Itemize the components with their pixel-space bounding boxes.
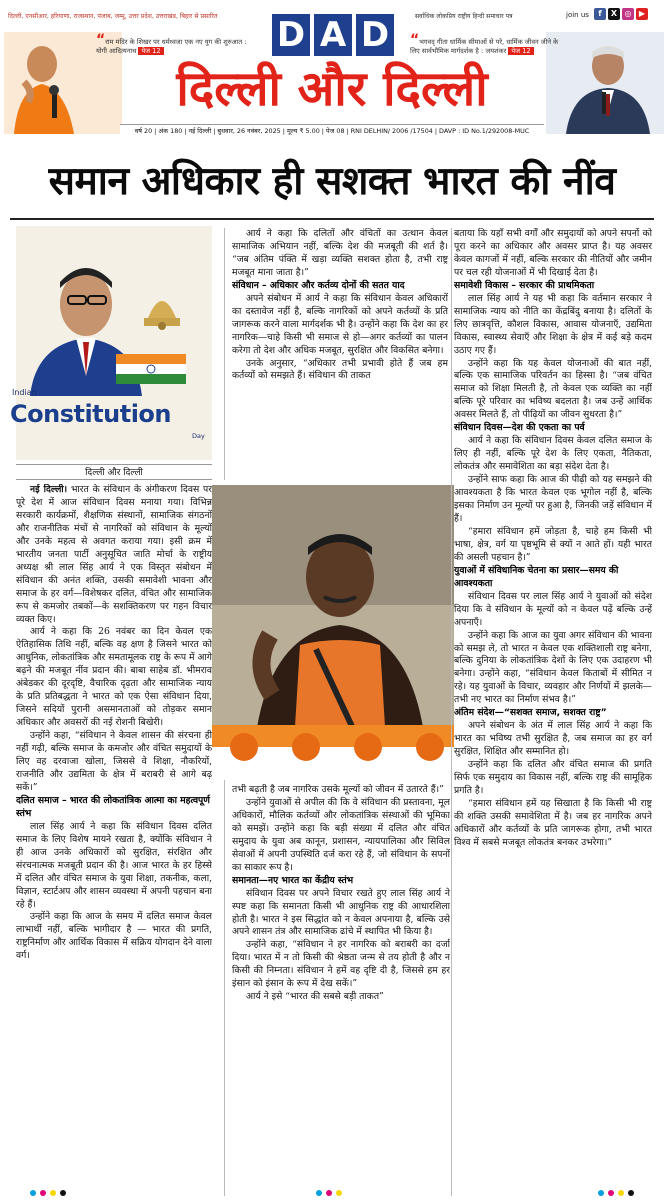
registration-dot [50, 1190, 56, 1196]
registration-dot [40, 1190, 46, 1196]
join-us-label: join us [566, 11, 589, 19]
instagram-icon[interactable]: ◎ [622, 8, 634, 20]
paragraph: “हमारा संविधान हमें यह सिखाता है कि किसी भी राष्ट्र की शक्ति उसकी समावेशिता में है। जब हर नागरिक अपने अधिकारों और कर्तव्यों के प्रति जागरूक होगा, तभी भारत विश्व में सबसे मजबूत लोकतंत्र बनकर उभरेगा।” [454, 797, 652, 848]
paragraph: आर्य ने कहा कि संविधान दिवस केवल दलित समाज के लिए ही नहीं, बल्कि पूरे देश के लिए एकता, नैतिकता, लोकतंत्र और समावेशिता का बड़ा संदेश देता है। [454, 435, 652, 473]
paragraph: लाल सिंह आर्य ने यह भी कहा कि वर्तमान सरकार ने सामाजिक न्याय को नीति का केंद्रबिंदु बनाया है। दलितों के लिए छात्रवृत्ति, कौशल विकास, आवास योजनाएँ, उद्यमिता विकास, स्वास्थ्य सेवाएँ और शिक्षा के क्षेत्र में कई बड़े कदम उठाए गए हैं। [454, 292, 652, 356]
paragraph: उन्होंने युवाओं से अपील की कि वे संविधान की प्रस्तावना, मूल अधिकारों, मौलिक कर्तव्यों और लोकतांत्रिक संस्थाओं की भूमिका को समझें। उन्होंने कहा कि बड़ी संख्या में दलित और वंचित समुदाय के युवा अब कानून, प्रशासन, न्यायपालिका और सिविल सेवाओं में अपनी उपस्थिति दर्ज करा रहे हैं, जो संविधान के सपनों का साकार रूप है। [232, 796, 450, 873]
subheading: समावेशी विकास – सरकार की प्राथमिकता [454, 279, 595, 291]
left-quote-page[interactable]: पेज 12 [138, 47, 163, 55]
constitution-day-label: Day [192, 432, 205, 440]
facebook-icon[interactable]: f [594, 8, 606, 20]
right-quote-page[interactable]: पेज 12 [508, 47, 533, 55]
right-quote-text: भगवद् गीता धार्मिक सीमाओं से परे, धार्मिक जीवन जीने के लिए सार्वभौमिक मार्गदर्शक है : जयशंकर [410, 38, 559, 55]
registration-dot [618, 1190, 624, 1196]
paragraph: उन्होंने कहा कि आज के समय में दलित समाज केवल लाभार्थी नहीं, बल्कि भागीदार है — भारत की प्रगति, राष्ट्रनिर्माण और आर्थिक विकास में सक्रिय योगदान देने वाला वर्ग। [16, 911, 212, 962]
article-column-1 [16, 484, 212, 1198]
paragraph: उनके अनुसार, “अधिकार तभी प्रभावी होते हैं जब हम कर्तव्यों को समझते हैं। संविधान की ताकत [232, 357, 448, 382]
tagline: सर्वाधिक लोकप्रिय राष्ट्रीय हिन्दी समाचार पत्र [415, 13, 513, 20]
registration-dot [598, 1190, 604, 1196]
paragraph: संविधान दिवस पर अपने विचार रखते हुए लाल सिंह आर्य ने स्पष्ट कहा कि समानता किसी भी आधुनिक राष्ट्र की आधारशिला होती है। भारत ने इस सिद्धांत को न केवल अपनाया है, बल्कि उसे अपने शासन तंत्र और सामाजिक ढांचे में स्थापित भी किया है। [232, 887, 450, 938]
byline-credit: दिल्ली और दिल्ली [16, 464, 212, 480]
subheading: समानता—नए भारत का केंद्रीय स्तंभ [232, 874, 354, 886]
paragraph: आर्य ने कहा कि 26 नवंबर का दिन केवल एक ऐतिहासिक तिथि नहीं, बल्कि वह क्षण है जिसने भारत को आधुनिक, लोकतांत्रिक और समतामूलक राष्ट्र के रूप में आगे बढ़ने की मजबूत नींव प्रदान की। बाबा साहेब डॉ. भीमराव अंबेडकर की दूरदृष्टि, वैचारिक दृढ़ता और सामाजिक न्याय के प्रति प्रतिबद्धता ने भारत को एक ऐसा संविधान दिया, जिसने सदियों पुरानी असमानताओं को तोड़कर समान अधिकार और अवसरों की नई रोशनी बिखेरी। [16, 626, 212, 729]
constitution-word: Constitution [10, 400, 172, 428]
speaker-photo [212, 485, 454, 776]
constitution-indian-label: Indian [12, 388, 37, 397]
article-column-2-top [232, 228, 448, 484]
left-quote: “राम मंदिर के शिखर पर धर्मध्वजा एक नए युग की शुरुआत : योगी आदित्यनाथ पेज 12 [96, 32, 247, 55]
paragraph: संविधान दिवस पर लाल सिंह आर्य ने युवाओं को संदेश दिया कि वे संविधान के मूल्यों को न केवल पढ़ें बल्कि उन्हें अपनाएँ। [454, 590, 652, 628]
left-quote-text: राम मंदिर के शिखर पर धर्मध्वजा एक नए युग की शुरुआत : योगी आदित्यनाथ [96, 38, 247, 55]
registration-dot [30, 1190, 36, 1196]
masthead [0, 0, 664, 143]
youtube-icon[interactable]: ▶ [636, 8, 648, 20]
paragraph: उन्होंने कहा कि दलित और वंचित समाज की प्रगति सिर्फ एक समुदाय का विकास नहीं, बल्कि राष्ट्र की सामूहिक प्रगति है। [454, 759, 652, 796]
paragraph: अपने संबोधन के अंत में लाल सिंह आर्य ने कहा कि भारत का भविष्य तभी सुरक्षित है, जब समाज का हर वर्ग सुरक्षित, शिक्षित और सम्मानित हो। [454, 720, 652, 758]
dad-logo [272, 14, 394, 56]
dad-letter-d2: D [356, 14, 394, 56]
paragraph: “हमारा संविधान हमें जोड़ता है, चाहे हम किसी भी भाषा, क्षेत्र, वर्ग या पृष्ठभूमि से क्यों न आते हों। यही भारत की असली पहचान है।” [454, 525, 652, 563]
dad-letter-d1: D [272, 14, 310, 56]
article-headline: समान अधिकार ही सशक्त भारत की नींव [48, 159, 616, 204]
paragraph: तभी बढ़ती है जब नागरिक उसके मूल्यों को जीवन में उतारते हैं।” [232, 784, 444, 795]
registration-dot [608, 1190, 614, 1196]
paragraph: बताया कि यहाँ सभी वर्गों और समुदायों को अपने सपनों को पूरा करने का अधिकार और अवसर प्राप्त है। यह अवसर केवल कागजों में नहीं, बल्कि सरकार की नीतियों और जमीन पर चल रही योजनाओं में भी दिखाई देता है। [454, 228, 652, 278]
headline-divider [10, 218, 654, 220]
newspaper-name: दिल्ली और दिल्ली [176, 61, 488, 117]
right-portrait-photo [546, 32, 664, 134]
dateline: नई दिल्ली। [30, 484, 68, 495]
subheading: संविधान – अधिकार और कर्तव्य दोनों की सतत याद [232, 279, 405, 291]
article-column-2-bottom [232, 784, 450, 1198]
subheading: अंतिम संदेश—“सशक्त समाज, सशक्त राष्ट्र” [454, 707, 607, 719]
print-registration-marks [0, 1188, 664, 1198]
paragraph: आर्य ने कहा कि दलितों और वंचितों का उत्थान केवल सामाजिक अभियान नहीं, बल्कि देश की मजबूती की शर्त है। “जब अंतिम पंक्ति में खड़ा व्यक्ति सशक्त होता है, तभी राष्ट्र मजबूत माना जाता है।” [232, 228, 448, 278]
paragraph: अपने संबोधन में आर्य ने कहा कि संविधान केवल अधिकारों का दस्तावेज नहीं है, बल्कि नागरिकों को अपने कर्तव्यों के प्रति जागरूक करने वाला मार्गदर्शक भी है। उन्होंने कहा कि देश का हर नागरिक—चाहे किसी भी समाज से हो—अगर कर्तव्यों का पालन करेगा तो देश और अधिक मजबूत, सुरक्षित और विकसित बनेगा। [232, 292, 448, 356]
subheading: युवाओं में संविधानिक चेतना का प्रसार—समय की आवश्यकता [454, 564, 619, 589]
paragraph: आर्य ने इसे “भारत की सबसे बड़ी ताकत” [246, 991, 384, 1003]
paragraph: उन्होंने कहा कि आज का युवा अगर संविधान की भावना को समझ ले, तो भारत न केवल एक शक्तिशाली राष्ट्र बनेगा, बल्कि दुनिया के लोकतांत्रिक देशों के लिए एक उदाहरण भी बनेगा। उन्होंने कहा, “संविधान केवल किताबों में सीमित न रहे। यह युवाओं के विचार, व्यवहार और निर्णयों में झलके—तभी नए भारत का निर्माण संभव है।” [454, 629, 652, 706]
registration-dot [60, 1190, 66, 1196]
registration-dot [628, 1190, 634, 1196]
paragraph: उन्होंने कहा, “संविधान ने केवल शासन की संरचना ही नहीं गढ़ी, बल्कि समाज के कमजोर और वंचित समुदायों के लिए वह दरवाजा खोला, जिससे वे शिक्षा, नौकरियों, राजनीति और उद्यमिता के क्षेत्र में बराबरी से आगे बढ़ सकें।” [16, 730, 212, 793]
subheading: दलित समाज – भारत की लोकतांत्रिक आत्मा का महत्वपूर्ण स्तंभ [16, 794, 210, 819]
issue-info-bar: वर्ष 20 | अंक 180 | नई दिल्ली | बुधवार, 26 नवंबर, 2025 | मूल्य ₹ 5.00 | पेज 08 | RNI DELHIN/ 2006 /17504 | DAVP : ID No.1/292008-MUC [120, 124, 544, 137]
paragraph: लाल सिंह आर्य ने कहा कि संविधान दिवस दलित समाज के लिए विशेष मायने रखता है, क्योंकि संविधान ने ही आज उनके अधिकारों को सुरक्षित, संरक्षित और संरचनात्मक मजबूती प्रदान की है। आज भारत के हर हिस्से में दलित और वंचित समाज के युवा शिक्षा, तकनीक, कला, विज्ञान, स्टार्टअप और शासन व्यवस्था में अपनी पहचान बना रहे हैं। [16, 820, 212, 910]
registration-dot [336, 1190, 342, 1196]
subheading: संविधान दिवस—देश की एकता का पर्व [454, 422, 585, 434]
column-divider [224, 780, 225, 1196]
paragraph: उन्होंने कहा, “संविधान ने हर नागरिक को बराबरी का दर्जा दिया। भारत में न तो किसी की श्रेष्ठता जन्म से तय होती है और न किसी की निम्नता। संविधान ने हमें वह दृष्टि दी है, जिससे हम हर इंसान को इंसान के रूप में देख सकें।” [232, 939, 450, 990]
article-column-3 [454, 228, 652, 1198]
column-divider [451, 228, 452, 1196]
registration-dot [326, 1190, 332, 1196]
paragraph: भारत के संविधान के अंगीकरण दिवस पर पूरे देश में आज संविधान दिवस मनाया गया। विभिन्न सरकारी कार्यक्रमों, शैक्षणिक संस्थानों, सामाजिक संगठनों और राजनीतिक मंचों से नागरिकों को संविधान के मूल्यों और उनके महत्व से अवगत कराया गया। इसी क्रम में भारतीय जनता पार्टी अनुसूचित जाति मोर्चा के राष्ट्रीय अध्यक्ष श्री लाल सिंह आर्य ने एक विस्तृत संबोधन में संविधान की अनंत शक्ति, उसकी समावेशी भावना और समाज के हर वर्ग—विशेषकर दलित, वंचित और सामाजिक रूप से कमजोर तबकों—के सशक्तिकरण पर गहन विचार व्यक्त किए। [16, 484, 212, 625]
right-quote: “भगवद् गीता धार्मिक सीमाओं से परे, धार्मिक जीवन जीने के लिए सार्वभौमिक मार्गदर्शक है : जयशंकर पेज 12 [410, 32, 559, 55]
paragraph: उन्होंने कहा कि यह केवल योजनाओं की बात नहीं, बल्कि एक सामाजिक परिवर्तन का हिस्सा है। “जब वंचित समाज को शिक्षा मिलती है, तो केवल एक व्यक्ति का नहीं बल्कि पूरे परिवार का भविष्य बदलता है। जब उन्हें आर्थिक अवसर मिलते हैं, तो पीढ़ियों का जीवन सुधरता है।” [454, 357, 652, 421]
x-icon[interactable]: X [608, 8, 620, 20]
registration-line: दिल्ली, एनसीआर, हरियाणा, राजस्थान, पंजाब, जम्मू, उत्तर प्रदेश, उत्तराखंड, बिहार से प्रसारित [8, 13, 218, 20]
dad-letter-a: A [314, 14, 352, 56]
column-divider [224, 228, 225, 480]
registration-dot [316, 1190, 322, 1196]
paragraph: उन्होंने साफ कहा कि आज की पीढ़ी को यह समझने की आवश्यकता है कि भारत केवल एक भूगोल नहीं है, बल्कि इसका निर्माण उन मूल्यों पर हुआ है, जिनकी जड़ें संविधान में हैं। [454, 474, 652, 524]
